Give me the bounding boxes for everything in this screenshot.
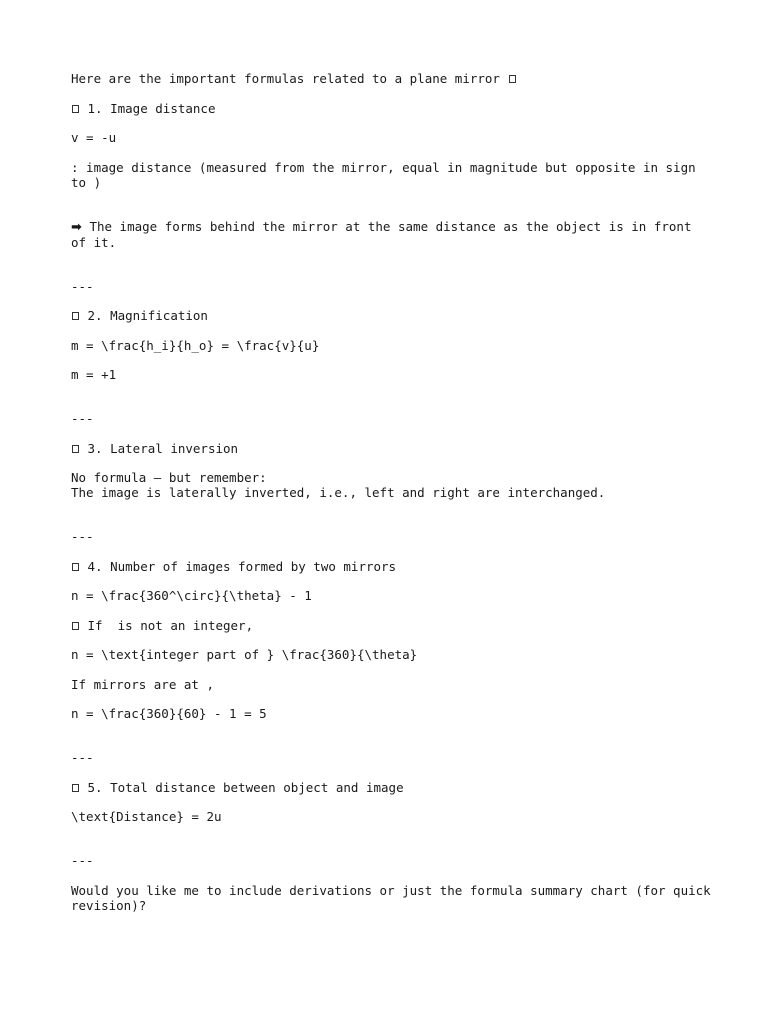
section-heading-text: 3. Lateral inversion bbox=[87, 440, 239, 456]
box-glyph-icon bbox=[509, 75, 516, 83]
formula-total-distance: \text{Distance} = 2u bbox=[71, 809, 222, 824]
section-heading-text: 2. Magnification bbox=[87, 308, 208, 323]
lateral-inversion-line-1: No formula — but remember: bbox=[71, 470, 267, 485]
section-5-heading bbox=[71, 780, 711, 795]
mirrors-angle-example: If mirrors are at , bbox=[71, 676, 214, 692]
non-integer-condition bbox=[71, 618, 711, 633]
box-glyph-icon bbox=[72, 105, 79, 113]
formula-number-of-images: n = \frac{360^\circ}{\theta} - 1 bbox=[71, 588, 312, 603]
section-2-heading bbox=[71, 308, 711, 323]
image-position-text: The image forms behind the mirror at the same distance as the object is in front of it. bbox=[71, 218, 700, 250]
box-glyph-icon bbox=[72, 312, 79, 320]
section-1-heading bbox=[71, 101, 711, 116]
section-heading-text: 5. Total distance between object and image bbox=[87, 779, 404, 795]
separator: --- bbox=[71, 750, 94, 765]
separator: --- bbox=[71, 278, 94, 294]
image-position-note bbox=[71, 219, 711, 250]
lateral-inversion-line-2: The image is laterally inverted, i.e., left and right are interchanged. bbox=[71, 485, 606, 500]
box-glyph-icon bbox=[72, 563, 79, 571]
non-integer-text: If is not an integer, bbox=[87, 617, 254, 633]
separator: --- bbox=[71, 411, 94, 426]
box-glyph-icon bbox=[72, 622, 79, 630]
section-3-heading bbox=[71, 441, 711, 456]
formula-integer-part: n = \text{integer part of } \frac{360}{\theta} bbox=[71, 647, 418, 662]
intro-text: Here are the important formulas related to a plane mirror bbox=[71, 71, 500, 86]
separator: --- bbox=[71, 529, 94, 544]
formula-image-distance: v = -u bbox=[71, 130, 117, 145]
section-heading-text: 4. Number of images formed by two mirrors bbox=[87, 558, 397, 574]
box-glyph-icon bbox=[72, 445, 79, 453]
lateral-inversion-note bbox=[71, 470, 711, 500]
section-4-heading bbox=[71, 559, 711, 574]
closing-question: Would you like me to include derivations or just the formula summary chart (for quick revision)? bbox=[71, 882, 719, 913]
formula-magnification: m = \frac{h_i}{h_o} = \frac{v}{u} bbox=[71, 337, 320, 353]
image-distance-note: : image distance (measured from the mirror, equal in magnitude but opposite in sign to ) bbox=[71, 159, 704, 190]
document-body bbox=[71, 71, 719, 927]
right-arrow-icon: ➡ bbox=[71, 219, 82, 235]
formula-magnification-value: m = +1 bbox=[71, 367, 117, 382]
section-heading-text: 1. Image distance bbox=[87, 100, 216, 116]
box-glyph-icon bbox=[72, 784, 79, 792]
separator: --- bbox=[71, 853, 94, 868]
formula-example-result: n = \frac{360}{60} - 1 = 5 bbox=[71, 706, 267, 721]
intro-line bbox=[71, 71, 711, 86]
